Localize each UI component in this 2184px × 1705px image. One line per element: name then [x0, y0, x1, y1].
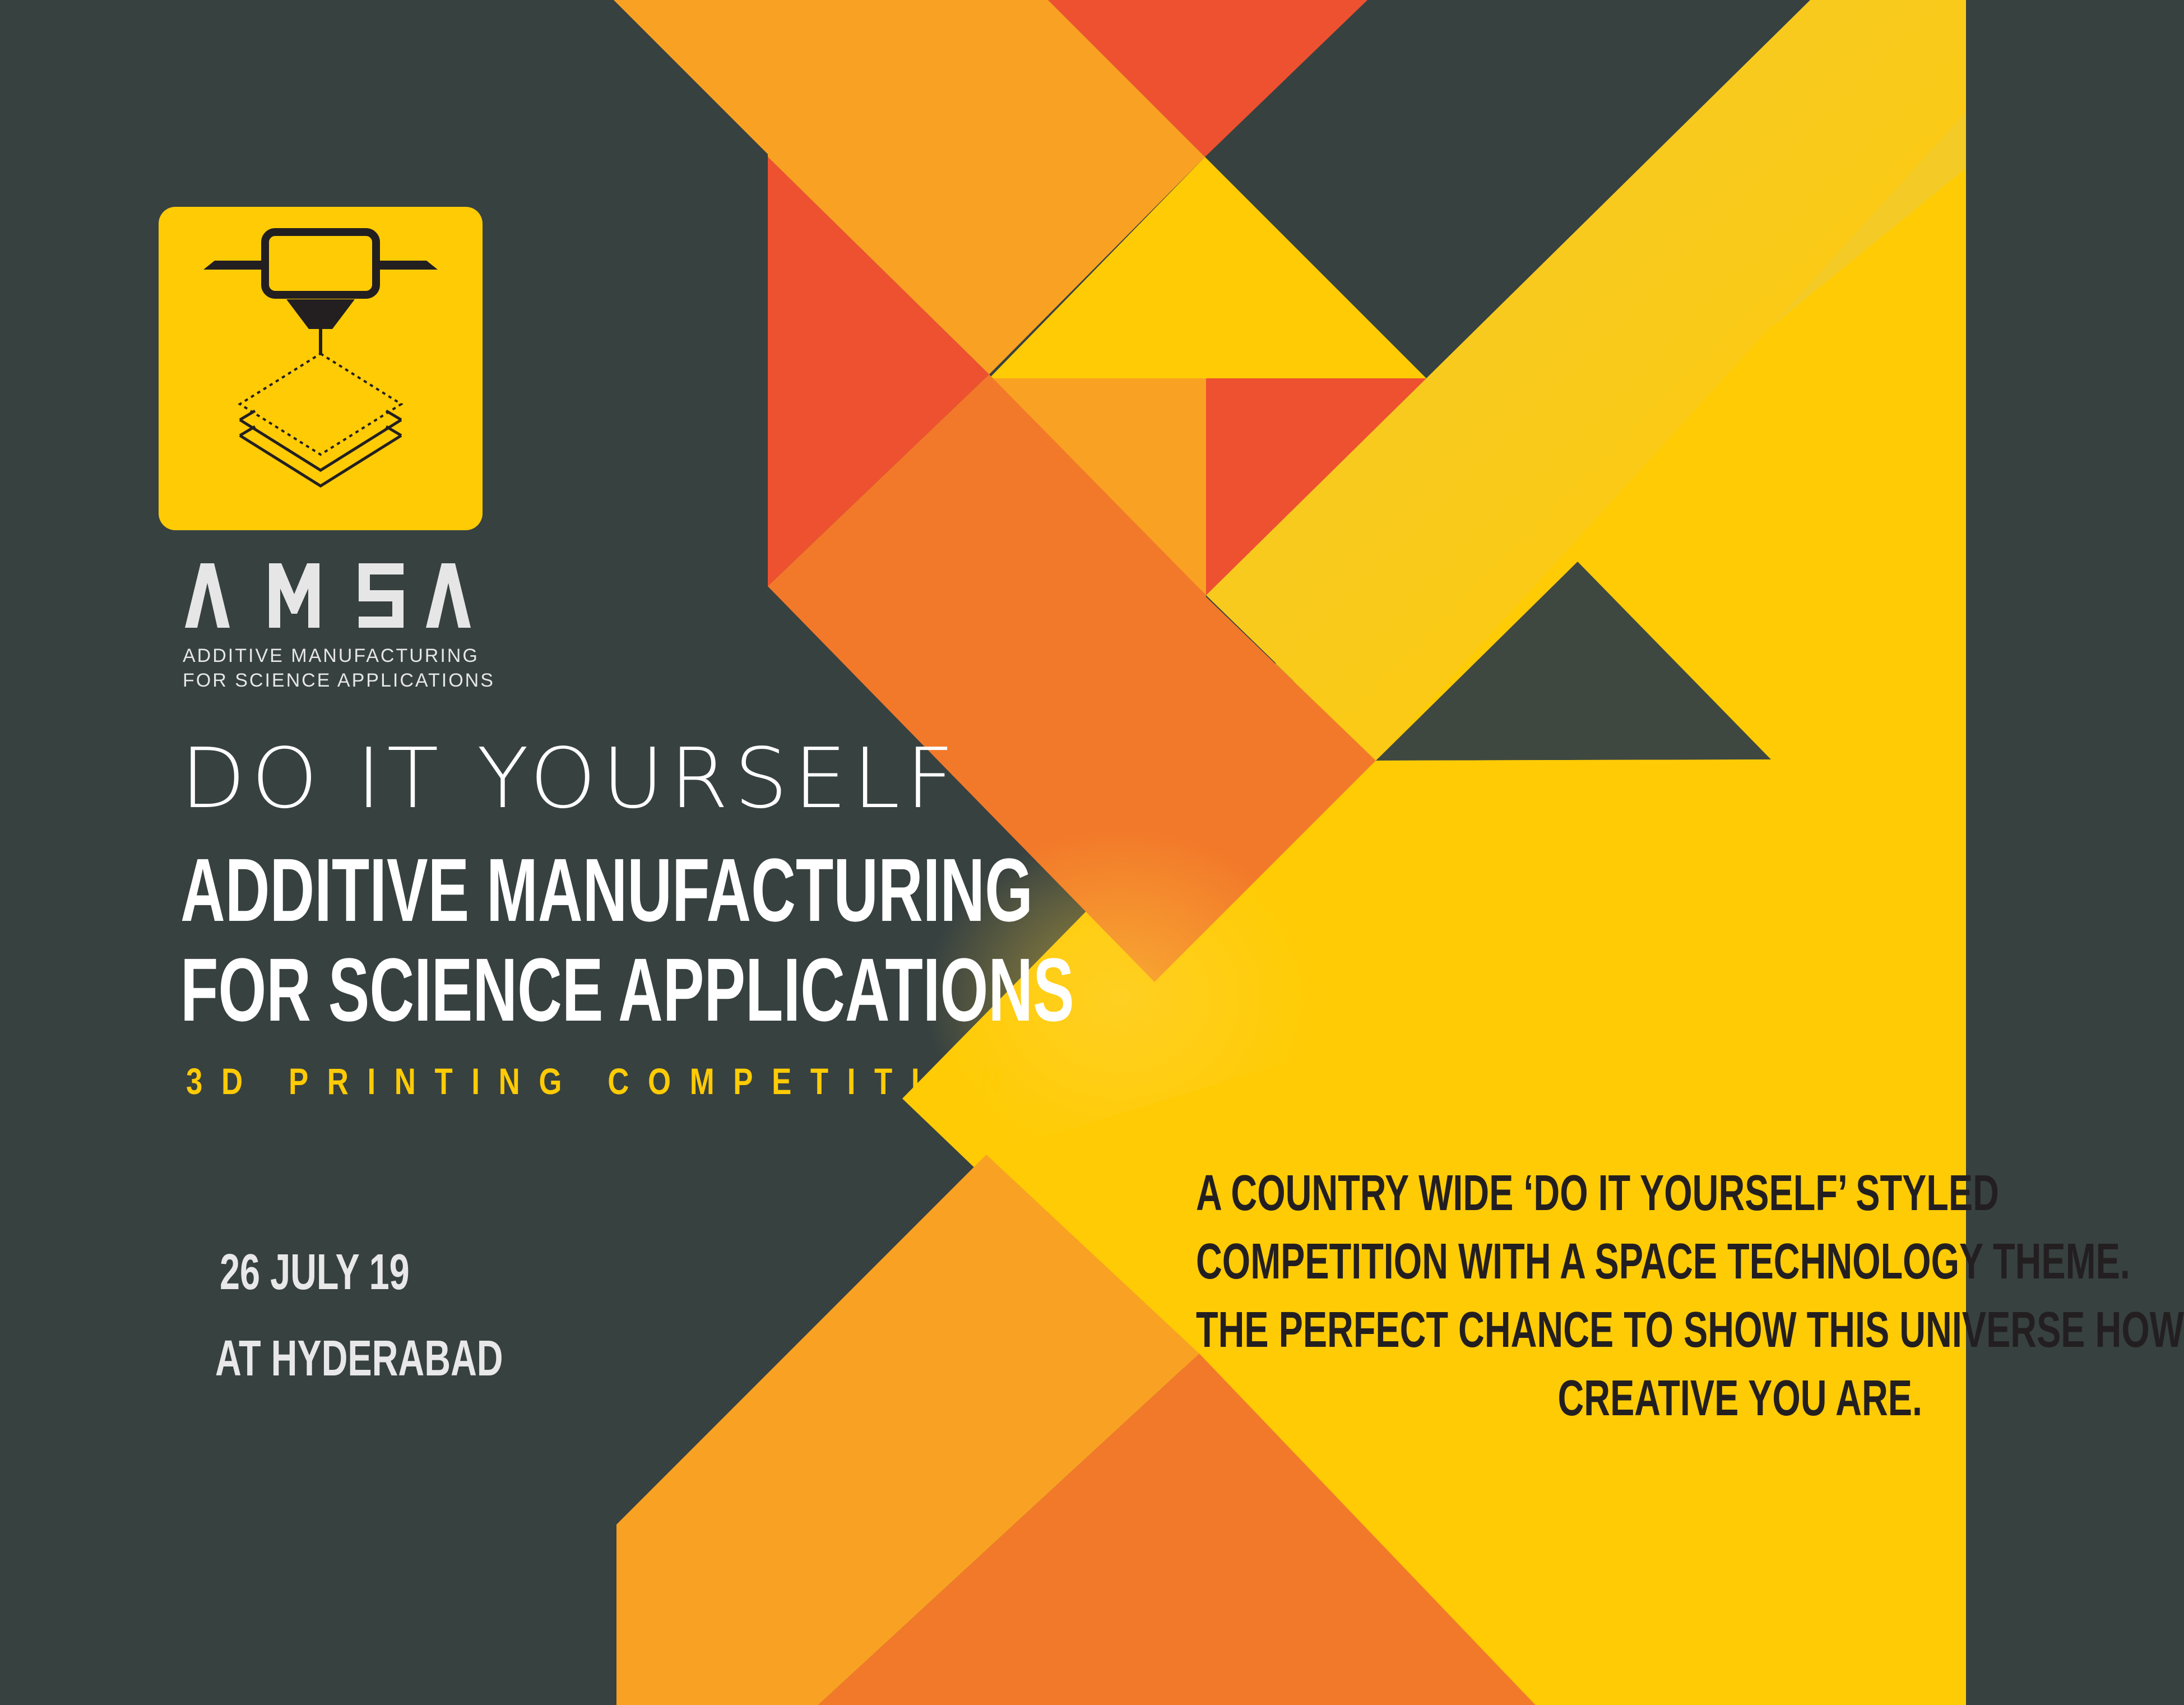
printer-nozzle	[286, 299, 355, 329]
tagline: DO IT YOURSELF	[180, 730, 960, 827]
brand-full-name	[183, 643, 519, 693]
brand-full-name-line2: FOR SCIENCE APPLICATIONS	[183, 670, 495, 691]
print-layer-dotted	[240, 354, 401, 455]
subheading: 3D PRINTING COMPETITION	[186, 1060, 1021, 1102]
headline-line2: FOR SCIENCE APPLICATIONS	[180, 939, 1074, 1040]
print-layer-1	[240, 420, 401, 470]
printer-head	[265, 232, 376, 295]
event-location: AT HYDERABAD	[215, 1331, 503, 1387]
printer-rail-right	[379, 261, 438, 270]
description-line: COMPETITION WITH A SPACE TECHNOLOGY THEME.	[1196, 1234, 2130, 1290]
description-line: CREATIVE YOU ARE.	[1557, 1370, 1922, 1426]
description	[914, 1159, 2184, 1433]
print-layer-2	[240, 435, 401, 486]
3d-printer-icon	[159, 207, 483, 530]
event-date: 26 JULY 19	[220, 1244, 410, 1300]
description-line: THE PERFECT CHANCE TO SHOW THIS UNIVERSE HOW	[1196, 1302, 2184, 1358]
headline-line1: ADDITIVE MANUFACTURING	[180, 840, 1033, 940]
description-line: A COUNTRY WIDE ‘DO IT YOURSELF’ STYLED	[1196, 1165, 1999, 1221]
logo-badge	[159, 207, 483, 530]
amsa-wordmark	[179, 552, 476, 642]
printer-rail-left	[203, 261, 262, 270]
brand-full-name-line1: ADDITIVE MANUFACTURING	[183, 645, 479, 666]
